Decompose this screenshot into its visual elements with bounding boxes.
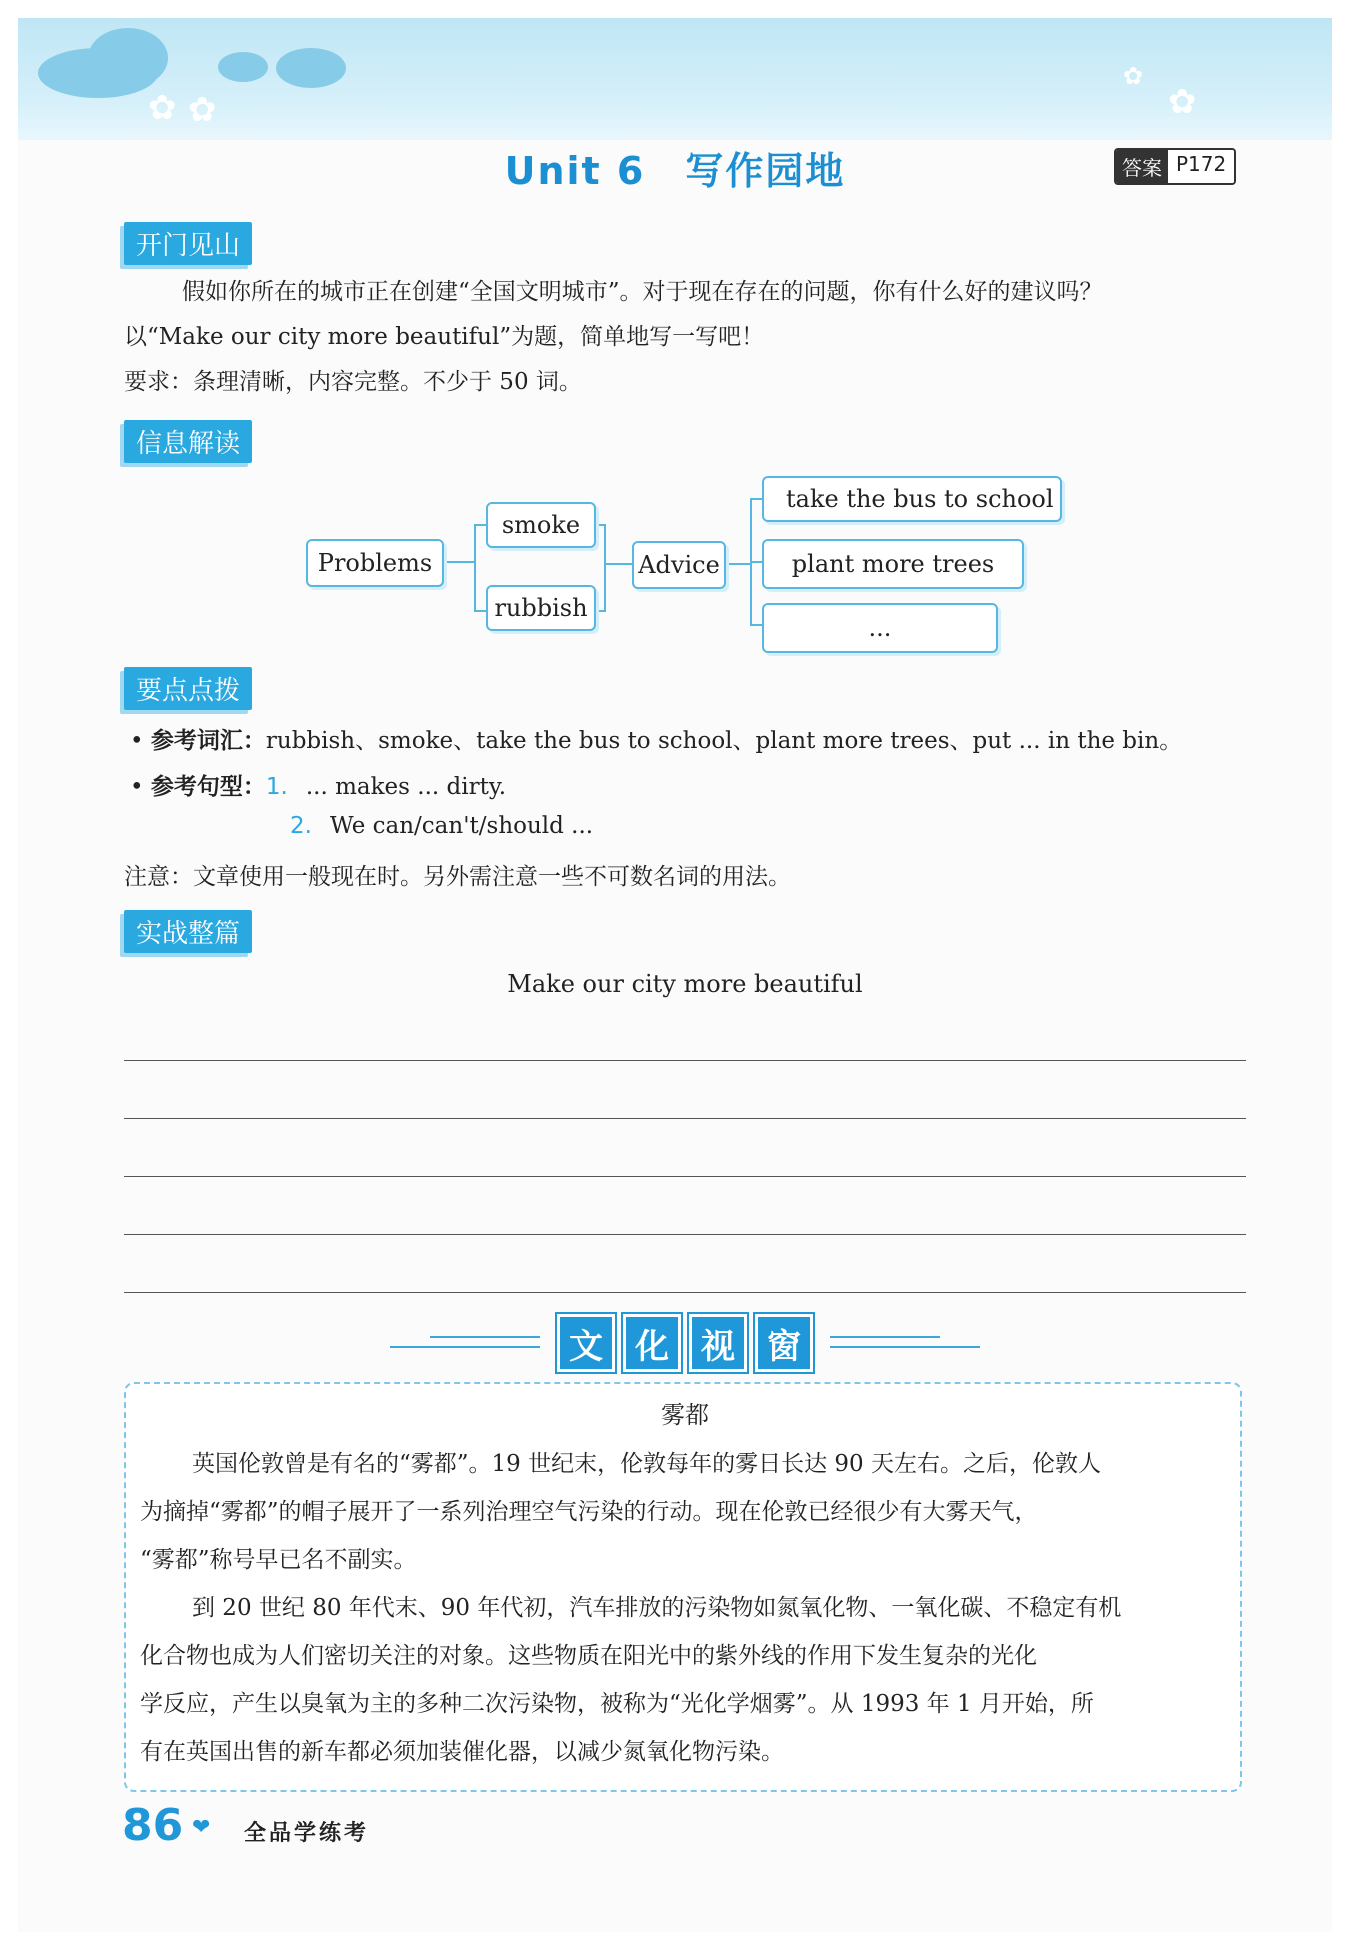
writing-line[interactable] bbox=[124, 1118, 1246, 1119]
culture-p1-line2: 为摘掉“雾都”的帽子展开了一系列治理空气污染的行动。现在伦敦已经很少有大雾天气， bbox=[140, 1499, 1038, 1525]
heading-char: 窗 bbox=[755, 1314, 813, 1372]
task-line-2: 以“Make our city more beautiful”为题，简单地写一写吧！ bbox=[124, 324, 765, 350]
culture-p2-line1: 到 20 世纪 80 年代末、90 年代初，汽车排放的污染物如氮氧化物、一氧化碳、不稳定有机 bbox=[192, 1595, 1122, 1621]
mindmap-smoke: smoke bbox=[486, 502, 596, 548]
mindmap-problems: Problems bbox=[306, 539, 444, 587]
vocab-list: rubbish、smoke、take the bus to school、plant more trees、put ... in the bin。 bbox=[265, 728, 1183, 754]
sentence-2: We can/can't/should ... bbox=[329, 813, 594, 839]
unit-label: Unit 6 bbox=[504, 149, 646, 193]
culture-p2-line2: 化合物也成为人们密切关注的对象。这些物质在阳光中的紫外线的作用下发生复杂的光化 bbox=[140, 1643, 1037, 1669]
flower-icon: ✿ bbox=[188, 90, 217, 130]
page-number: 86 bbox=[122, 1800, 184, 1851]
flower-icon: ✿ bbox=[1123, 62, 1144, 90]
sentence-row-2 bbox=[290, 813, 593, 839]
section-title: 写作园地 bbox=[685, 149, 846, 193]
sentence-number-1: 1. bbox=[265, 774, 288, 800]
header-banner bbox=[18, 18, 1332, 140]
sentence-1: ... makes ... dirty. bbox=[305, 774, 507, 800]
culture-p1-line3: “雾都”称号早已名不副实。 bbox=[140, 1547, 417, 1573]
sentence-number-2: 2. bbox=[290, 813, 312, 839]
writing-line[interactable] bbox=[124, 1176, 1246, 1177]
mindmap-advice: Advice bbox=[632, 541, 726, 589]
mindmap-advice-more: ... bbox=[762, 603, 998, 653]
section-label-xinxi: 信息解读 bbox=[124, 420, 252, 463]
mindmap-advice-trees: plant more trees bbox=[762, 539, 1024, 589]
answer-page: P172 bbox=[1168, 150, 1234, 183]
culture-p1-line1: 英国伦敦曾是有名的“雾都”。19 世纪末，伦敦每年的雾日长达 90 天左右。之后，伦敦人 bbox=[192, 1451, 1101, 1477]
writing-line[interactable] bbox=[124, 1234, 1246, 1235]
culture-window-heading bbox=[0, 1314, 1350, 1372]
heading-char: 化 bbox=[623, 1314, 681, 1372]
answer-reference bbox=[1114, 148, 1236, 185]
writing-line[interactable] bbox=[124, 1060, 1246, 1061]
section-label-shizhan: 实战整篇 bbox=[124, 910, 252, 953]
vocab-row: • 参考词汇：rubbish、smoke、take the bus to school、plant more trees、put ... in the bin。 bbox=[130, 728, 1183, 754]
flower-icon: ✿ bbox=[1168, 82, 1197, 122]
brand-name: 全品学练考 bbox=[244, 1821, 370, 1846]
essay-title: Make our city more beautiful bbox=[507, 970, 863, 998]
culture-p2-line4: 有在英国出售的新车都必须加装催化器，以减少氮氧化物污染。 bbox=[140, 1739, 784, 1765]
vocab-label: 参考词汇： bbox=[150, 728, 266, 754]
logo-icon: ❤ bbox=[192, 1815, 211, 1840]
task-line-1: 假如你所在的城市正在创建“全国文明城市”。对于现在存在的问题，你有什么好的建议吗？ bbox=[182, 279, 1103, 305]
sentence-row-1: • 参考句型：1. ... makes ... dirty. bbox=[130, 774, 507, 800]
writing-line[interactable] bbox=[124, 1292, 1246, 1293]
sentence-label: 参考句型： bbox=[150, 774, 266, 800]
flower-icon: ✿ bbox=[148, 88, 177, 128]
grammar-note: 注意：文章使用一般现在时。另外需注意一些不可数名词的用法。 bbox=[124, 864, 791, 890]
section-label-yaodian: 要点点拨 bbox=[124, 667, 252, 710]
mindmap-rubbish: rubbish bbox=[486, 585, 596, 631]
culture-p2-line3: 学反应，产生以臭氧为主的多种二次污染物，被称为“光化学烟雾”。从 1993 年 1 月开始，所 bbox=[140, 1691, 1094, 1717]
answer-label: 答案 bbox=[1116, 150, 1168, 183]
task-requirement: 要求：条理清晰，内容完整。不少于 50 词。 bbox=[124, 369, 582, 395]
culture-title: 雾都 bbox=[661, 1401, 709, 1429]
section-label-kaimen: 开门见山 bbox=[124, 222, 252, 265]
mindmap-advice-bus: take the bus to school bbox=[762, 476, 1062, 522]
heading-char: 视 bbox=[689, 1314, 747, 1372]
heading-char: 文 bbox=[557, 1314, 615, 1372]
